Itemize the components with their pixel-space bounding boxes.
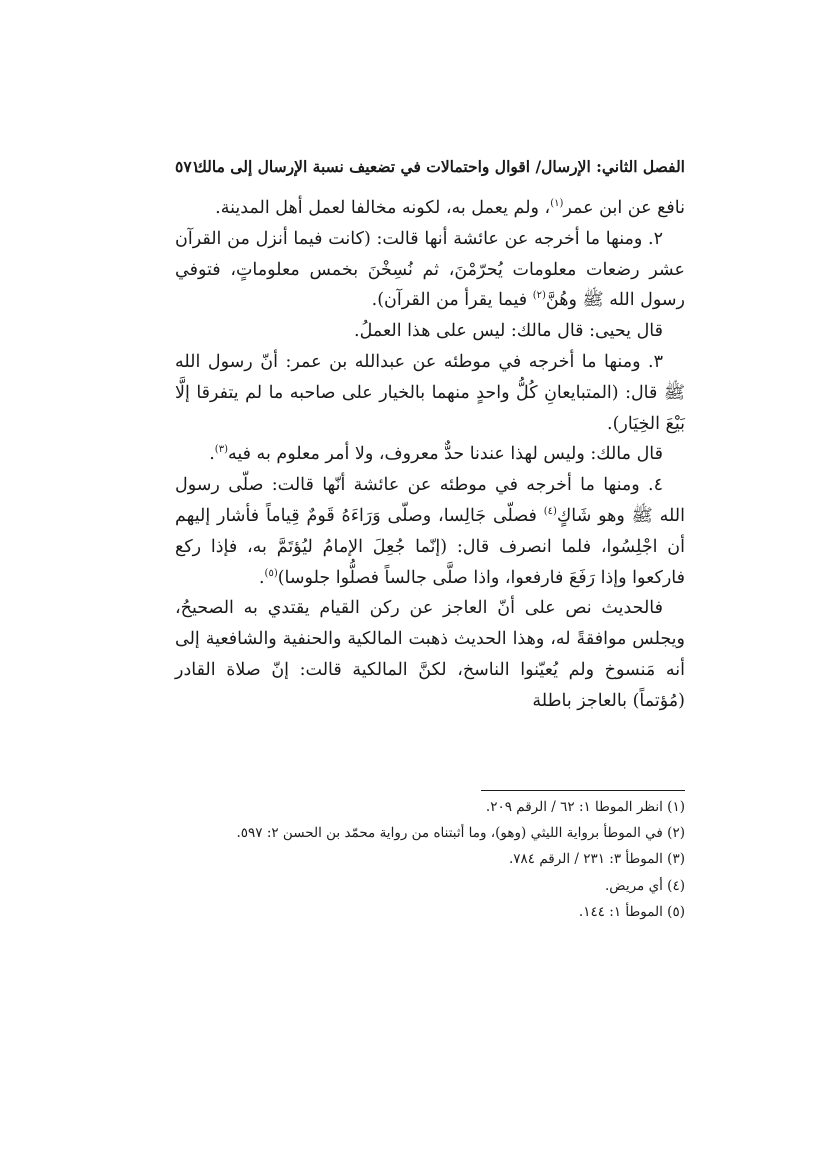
paragraph-4: ٣. ومنها ما أخرجه في موطئه عن عبدالله بن عمر: أنّ رسول الله ﷺ قال: (المتبايعانِ كُلُّ واحدٍ منهما بالخيار على صاحبه ما لم يتفرقا إلَّا بَيْعَ الخِيَار).: [175, 351, 685, 434]
footnote-3: (٣) الموطأ ٣: ٢٣١ / الرقم ٧٨٤.: [508, 851, 685, 868]
footnote-1: (١) انظر الموطا ١: ٦٢ / الرقم ٢٠٩.: [485, 799, 685, 815]
footnote-4: (٤) أي مريض.: [605, 877, 685, 894]
footnote-ref-5: (٥): [264, 567, 278, 579]
paragraph-5: قال مالك: وليس لهذا عندنا حدٌّ معروف، ولا أمر معلوم به فيه$^{(٣)}$.: [209, 444, 663, 465]
running-header: [175, 157, 685, 183]
page-number: ٥٧١: [175, 157, 200, 176]
paragraph-7: فالحديث نص على أنّ العاجز عن ركن القيام يقتدي به الصحيحُ، ويجلس موافقةً له، وهذا الحديث ذهبت المالكية والحنفية والشافعية إلى أنه مَنسوخ ولم يُعيّنوا الناسخ، لكنَّ المالكية قالت: إنّ صلاة القادر (مُؤتماً) بالعاجز باطلة: [175, 598, 685, 711]
paragraph-1: نافع عن ابن عمر$^{(١)}$، ولم يعمل به، لكونه مخالفا لعمل أهل المدينة.: [215, 198, 685, 218]
chapter-title: الفصل الثاني: الإرسال/ اقوال واحتمالات في تضعيف نسبة الإرسال إلى مالك: [194, 157, 685, 176]
main-text: [175, 193, 685, 717]
footnote-5: (٥) الموطأ ١: ١٤٤.: [578, 903, 685, 920]
footnote-divider: [481, 790, 685, 791]
paragraph-2: ٢. ومنها ما أخرجه عن عائشة أنها قالت: (كانت فيما أنزل من القرآن عشر رضعات معلومات يُحرّمْنَ، ثم نُسِخْنَ بخمس معلوماتٍ، فتوفي رسول الله ﷺ وهُنَّ$^{(٢)}$ فيما يقرأ من القرآن).: [175, 228, 685, 311]
paragraph-6: ٤. ومنها ما أخرجه في موطئه عن عائشة أنّها قالت: صلّى رسول الله ﷺ وهو شَاكٍ$^{(٤)}$ فصلّى جَالِسا، وصلّى وَرَاءَهُ قَومٌ قِياماً فأشار إليهم أن اجْلِسُوا، فلما انصرف قال: (إنّما جُعِلَ الإمامُ ليُؤتَمَّ به، فإذا ركع فاركعوا وإذا رَفَعَ فارفعوا، واذا صلَّى جالساً فصلُّوا جلوسا)$^{(٥)}$.: [175, 475, 685, 588]
footnote-ref-4: (٤): [543, 506, 557, 518]
footnotes: [175, 794, 685, 925]
footnote-ref-3: (٣): [214, 444, 228, 456]
paragraph-3: قال يحيى: قال مالك: ليس على هذا العملُ.: [354, 321, 663, 342]
footnote-ref-1: (١): [550, 198, 564, 210]
footnote-2: (٢) في الموطأ برواية الليثي (وهو)، وما أثبتناه من رواية محمّد بن الحسن ٢: ٥٩٧.: [236, 825, 685, 842]
footnote-ref-2: (٢): [532, 290, 546, 302]
